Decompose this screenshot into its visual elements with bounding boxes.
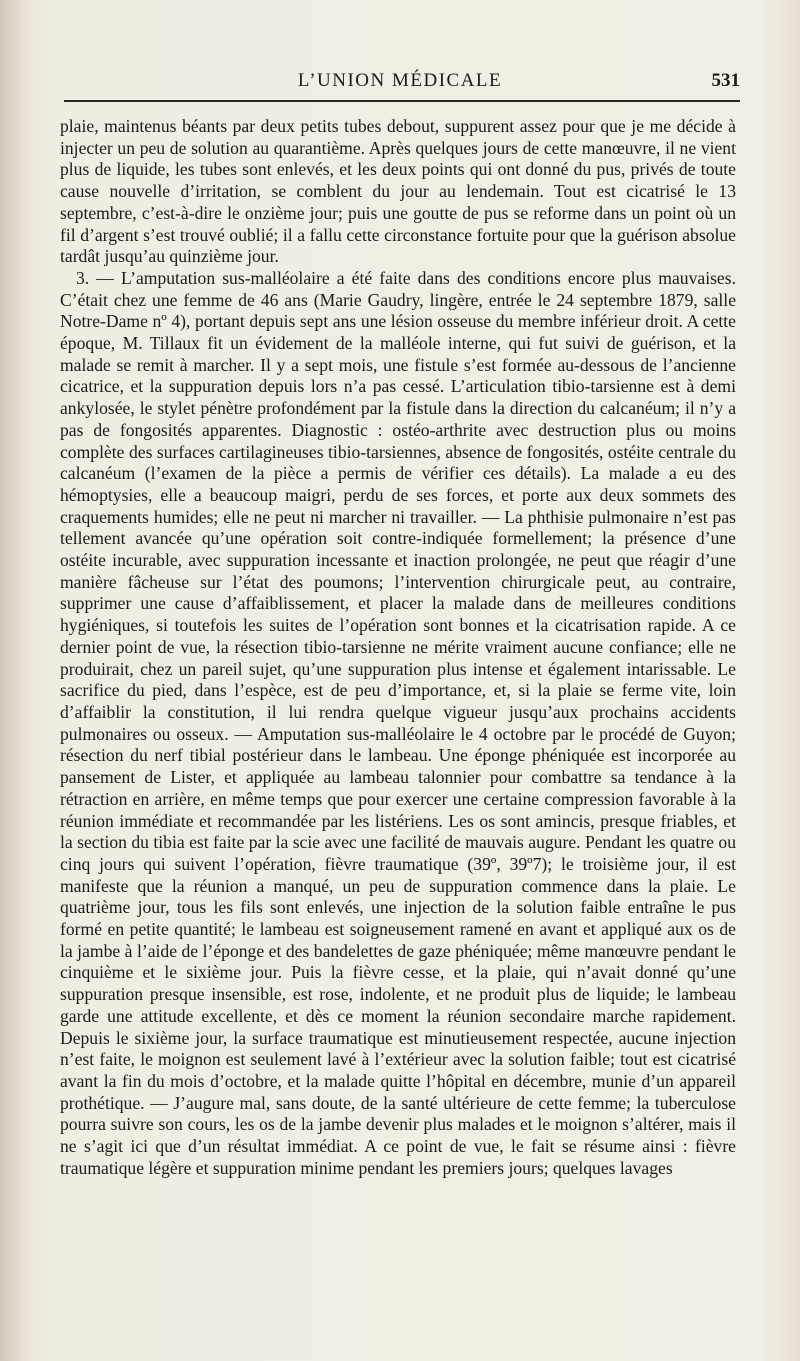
header-rule — [64, 100, 740, 102]
running-title: L’UNION MÉDICALE — [297, 70, 503, 91]
page-number: 531 — [711, 70, 740, 91]
page-header — [60, 66, 740, 96]
article-body — [60, 116, 736, 1179]
paragraph-case-3: 3. — L’amputation sus-malléolaire a été faite dans des conditions encore plus mauvaises. C’était chez une femme de 46 ans (Marie Gaudry, lingère, entrée le 24 septembre 1879, salle Notre-Dame nº 4), portant depuis sept ans une lésion osseuse du membre inférieur droit. A cette époque, M. Tillaux fit un évidement de la malléole interne, qui fut suivi de guérison, et la malade se remit à marcher. Il y a sept mois, une fistule s’est formée au-dessous de l’ancienne cicatrice, et la suppuration depuis lors n’a pas cessé. L’articulation tibio-tarsienne est à demi ankylosée, le stylet pénètre profondément par la fistule dans la direction du calcanéum; il n’y a pas de fongosités apparentes. Diagnostic : ostéo-arthrite avec destruction plus ou moins complète des surfaces cartilagineuses tibio-tarsiennes, absence de fongosités, ostéite centrale du calcanéum (l’examen de la pièce a permis de vérifier ces détails). La malade a eu des hémoptysies, elle a beaucoup maigri, perdu de ses forces, et porte aux deux sommets des craquements humides; elle ne peut ni marcher ni travailler. — La phthisie pulmonaire n’est pas tellement avancée qu’une opération soit contre-indiquée formellement; la présence d’une ostéite incurable, avec suppuration incessante et inaction prolongée, ne peut que réagir d’une manière fâcheuse sur l’état des poumons; l’intervention chirurgicale peut, au contraire, supprimer une cause d’affaiblissement, et placer la malade dans de meilleures conditions hygiéniques, si toutefois les suites de l’opération sont bonnes et la cicatrisation rapide. A ce dernier point de vue, la résection tibio-tarsienne ne mérite vraiment aucune confiance; elle ne produirait, chez un pareil sujet, qu’une suppuration plus intense et également intarissable. Le sacrifice du pied, dans l’espèce, est de peu d’importance, et, si la plaie se ferme vite, loin d’affaiblir la constitution, il lui rendra quelque vigueur jusqu’aux prochains accidents pulmonaires ou osseux. — Amputation sus-malléolaire le 4 octobre par le procédé de Guyon; résection du nerf tibial postérieur dans le lambeau. Une éponge phéniquée est incorporée au pansement de Lister, et appliquée au lambeau talonnier pour combattre sa tendance à la rétraction en arrière, en même temps que pour exercer une certaine compression favorable à la réunion immédiate et recommandée par les listériens. Les os sont amincis, presque friables, et la section du tibia est faite par la scie avec une facilité de mauvais augure. Pendant les quatre ou cinq jours qui suivent l’opération, fièvre traumatique (39º, 39º7); le troisième jour, il est manifeste que la réunion a manqué, un peu de suppuration commence dans la plaie. Le quatrième jour, tous les fils sont enlevés, une injection de la solution faible entraîne le pus formé en petite quantité; le lambeau est soigneusement ramené en avant et appliqué aux os de la jambe à l’aide de l’éponge et des bandelettes de gaze phéniquée; même manœuvre pendant le cinquième et le sixième jour. Puis la fièvre cesse, et la plaie, qui n’avait donné qu’une suppuration presque insensible, est rose, indolente, et ne produit plus de liquide; le lambeau garde une attitude excellente, et dès ce moment la réunion secondaire marche rapidement. Depuis le sixième jour, la surface traumatique est minutieusement respectée, aucune injection n’est faite, le moignon est seulement lavé à l’extérieur avec la solution faible; tout est cicatrisé avant la fin du mois d’octobre, et la malade quitte l’hôpital en décembre, munie d’un appareil prothétique. — J’augure mal, sans doute, de la santé ultérieure de cette femme; la tuberculose pourra suivre son cours, les os de la jambe devenir plus malades et le moignon s’altérer, mais il ne s’agit ici que d’un résultat immédiat. A ce point de vue, le fait se résume ainsi : fièvre traumatique légère et suppuration minime pendant les premiers jours; quelques lavages — [60, 267, 736, 1178]
paragraph-continuation: plaie, maintenus béants par deux petits tubes debout, suppurent assez pour que je me décide à injecter un peu de solution au quarantième. Après quelques jours de cette manœuvre, il ne vient plus de liquide, les tubes sont enlevés, et les deux points qui ont donné du pus, privés de toute cause nouvelle d’irritation, se comblent du jour au lendemain. Tout est cicatrisé le 13 septembre, c’est-à-dire le onzième jour; puis une goutte de pus se reforme dans un point où un fil d’argent s’est trouvé oublié; il a fallu cette circonstance fortuite pour que la guérison absolue tardât jusqu’au quinzième jour. — [60, 116, 736, 267]
